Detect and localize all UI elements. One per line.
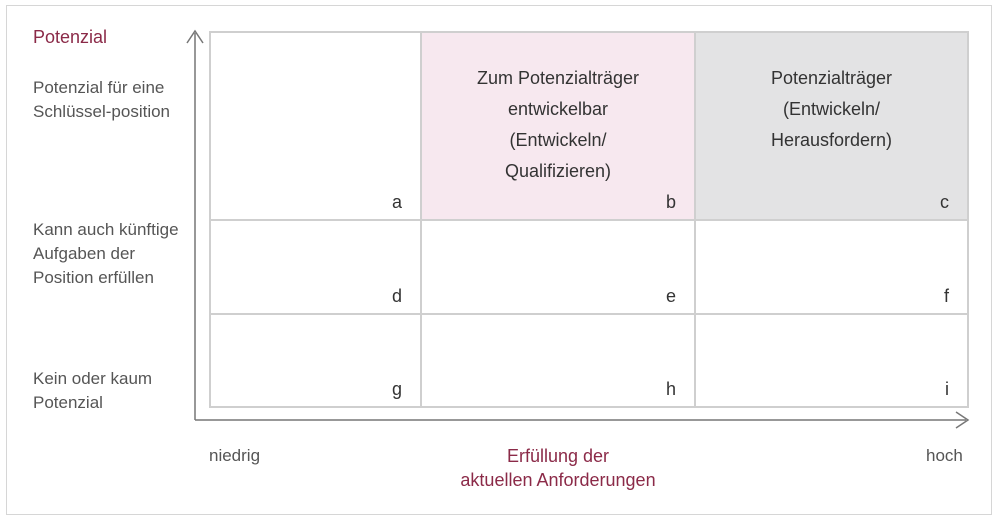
cell-h-letter: h (665, 379, 676, 399)
cell-g-letter: g (391, 379, 402, 399)
y-level-mid: Kann auch künftige Aufgaben der Position erfüllen (33, 220, 179, 287)
cell-h (420, 313, 696, 408)
cell-e-letter: e (665, 286, 676, 306)
x-axis-title: Erfüllung der aktuellen Anforderungen (460, 446, 656, 490)
cell-c-text: Potenzialträger (Entwickeln/ Herausfordern) (770, 68, 893, 150)
cell-g (209, 313, 422, 408)
y-axis-title: Potenzial (33, 27, 108, 47)
cell-c (694, 31, 969, 221)
y-level-low: Kein oder kaum Potenzial (33, 369, 153, 412)
cell-i-letter: i (945, 379, 949, 399)
x-axis-low-label: niedrig (209, 446, 261, 465)
x-axis-high-label: hoch (926, 446, 963, 465)
cell-b-text: Zum Potenzialträger entwickelbar (Entwickeln/ Qualifizieren) (476, 68, 640, 181)
portfolio-matrix (209, 31, 969, 408)
cell-f (694, 219, 969, 315)
cell-a-letter: a (391, 192, 402, 212)
cell-e (420, 219, 696, 315)
cell-f-letter: f (943, 286, 949, 306)
cell-i (694, 313, 969, 408)
cell-b-letter: b (665, 192, 676, 212)
cell-d (209, 219, 422, 315)
cell-b (420, 31, 696, 221)
y-level-high: Potenzial für eine Schlüssel-position (33, 78, 171, 121)
cell-a (209, 31, 422, 221)
cell-c-letter: c (940, 192, 949, 212)
cell-d-letter: d (391, 286, 402, 306)
